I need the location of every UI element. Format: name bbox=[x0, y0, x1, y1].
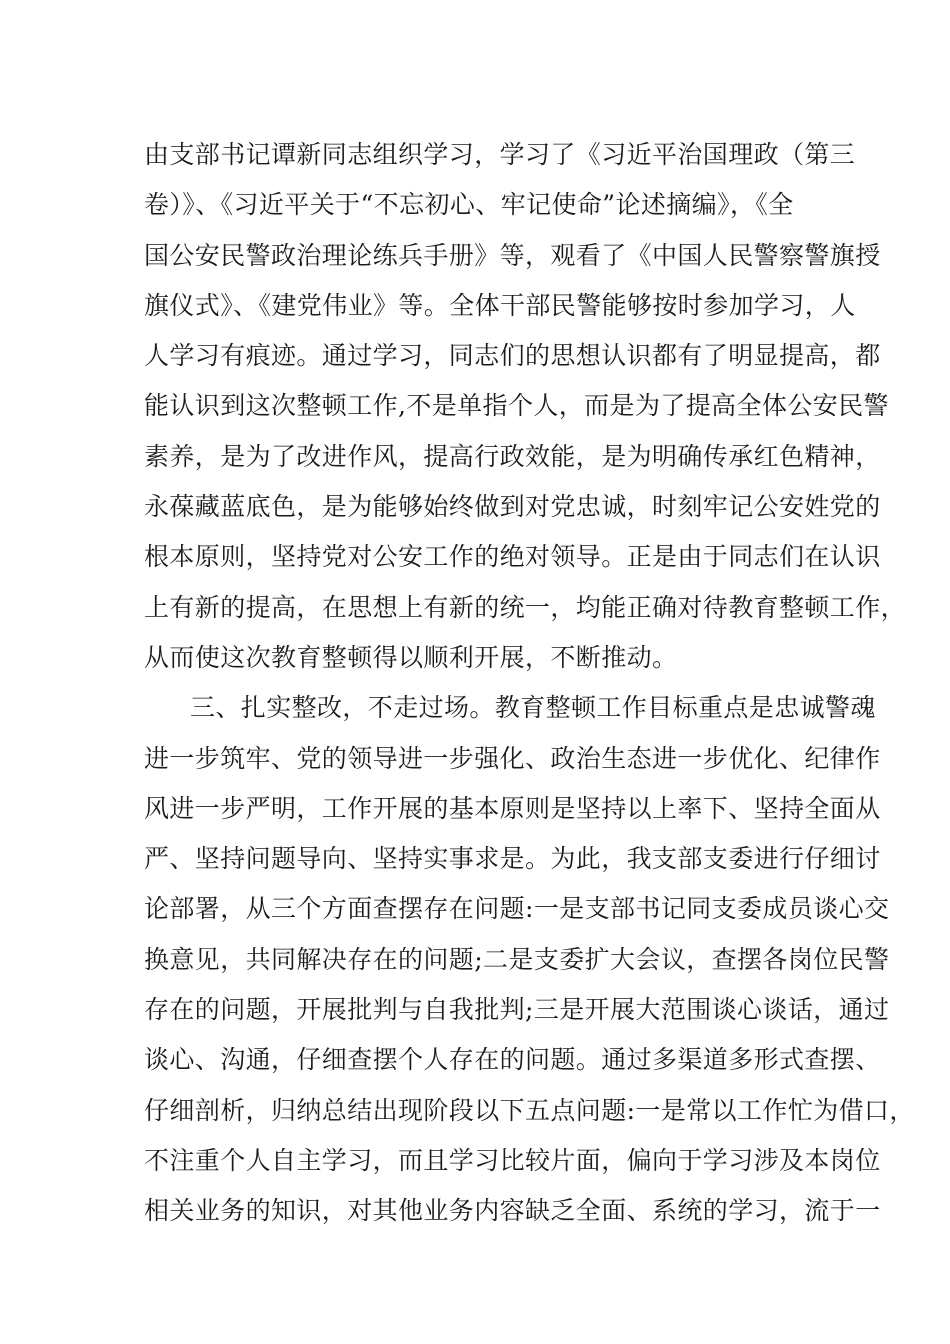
text-line: 永葆藏蓝底色，是为能够始终做到对党忠诚，时刻牢记公安姓党的 bbox=[144, 492, 881, 522]
body-text bbox=[144, 130, 915, 1237]
text-line: 由支部书记谭新同志组织学习，学习了《习近平治国理政（第三 bbox=[144, 140, 856, 169]
text-line: 风进一步严明，工作开展的基本原则是坚持以上率下、坚持全面从 bbox=[144, 793, 881, 823]
text-line: 进一步筑牢、党的领导进一步强化、政治生态进一步优化、纪律作 bbox=[144, 743, 881, 773]
text-line: 仔细剖析，归纳总结出现阶段以下五点问题:一是常以工作忙为借口， bbox=[144, 1095, 915, 1125]
text-line: 存在的问题，开展批判与自我批判;三是开展大范围谈心谈话，通过 bbox=[144, 995, 890, 1025]
text-line: 从而使这次教育整顿得以顺利开展，不断推动。 bbox=[144, 642, 678, 672]
text-line: 根本原则，坚持党对公安工作的绝对领导。正是由于同志们在认识 bbox=[144, 542, 881, 572]
text-line: 上有新的提高，在思想上有新的统一，均能正确对待教育整顿工作， bbox=[144, 592, 907, 622]
paragraph-start-line: 三、扎实整改，不走过场。教育整顿工作目标重点是忠诚警魂 bbox=[190, 693, 876, 723]
text-line: 卷）》、《习近平关于“不忘初心、牢记使命”论述摘编》，《全 bbox=[144, 190, 794, 220]
text-line: 人学习有痕迹。通过学习，同志们的思想认识都有了明显提高，都 bbox=[144, 341, 881, 371]
text-line: 国公安民警政治理论练兵手册》等，观看了《中国人民警察警旗授 bbox=[144, 240, 881, 270]
text-line: 素养，是为了改进作风，提高行政效能，是为明确传承红色精神， bbox=[144, 441, 881, 471]
text-line: 相关业务的知识，对其他业务内容缺乏全面、系统的学习，流于一 bbox=[144, 1196, 881, 1226]
text-line: 不注重个人自主学习，而且学习比较片面，偏向于学习涉及本岗位 bbox=[144, 1145, 881, 1175]
text-line: 换意见，共同解决存在的问题;二是支委扩大会议，查摆各岗位民警 bbox=[144, 944, 890, 974]
text-line: 严、坚持问题导向、坚持实事求是。为此，我支部支委进行仔细讨 bbox=[144, 844, 881, 874]
text-line: 论部署，从三个方面查摆存在问题:一是支部书记同支委成员谈心交 bbox=[144, 894, 890, 924]
text-line: 能认识到这次整顿工作,不是单指个人，而是为了提高全体公安民警 bbox=[144, 391, 889, 421]
text-line: 谈心、沟通，仔细查摆个人存在的问题。通过多渠道多形式查摆、 bbox=[144, 1045, 881, 1075]
text-line: 旗仪式》、《建党伟业》等。全体干部民警能够按时参加学习，人 bbox=[144, 290, 856, 320]
